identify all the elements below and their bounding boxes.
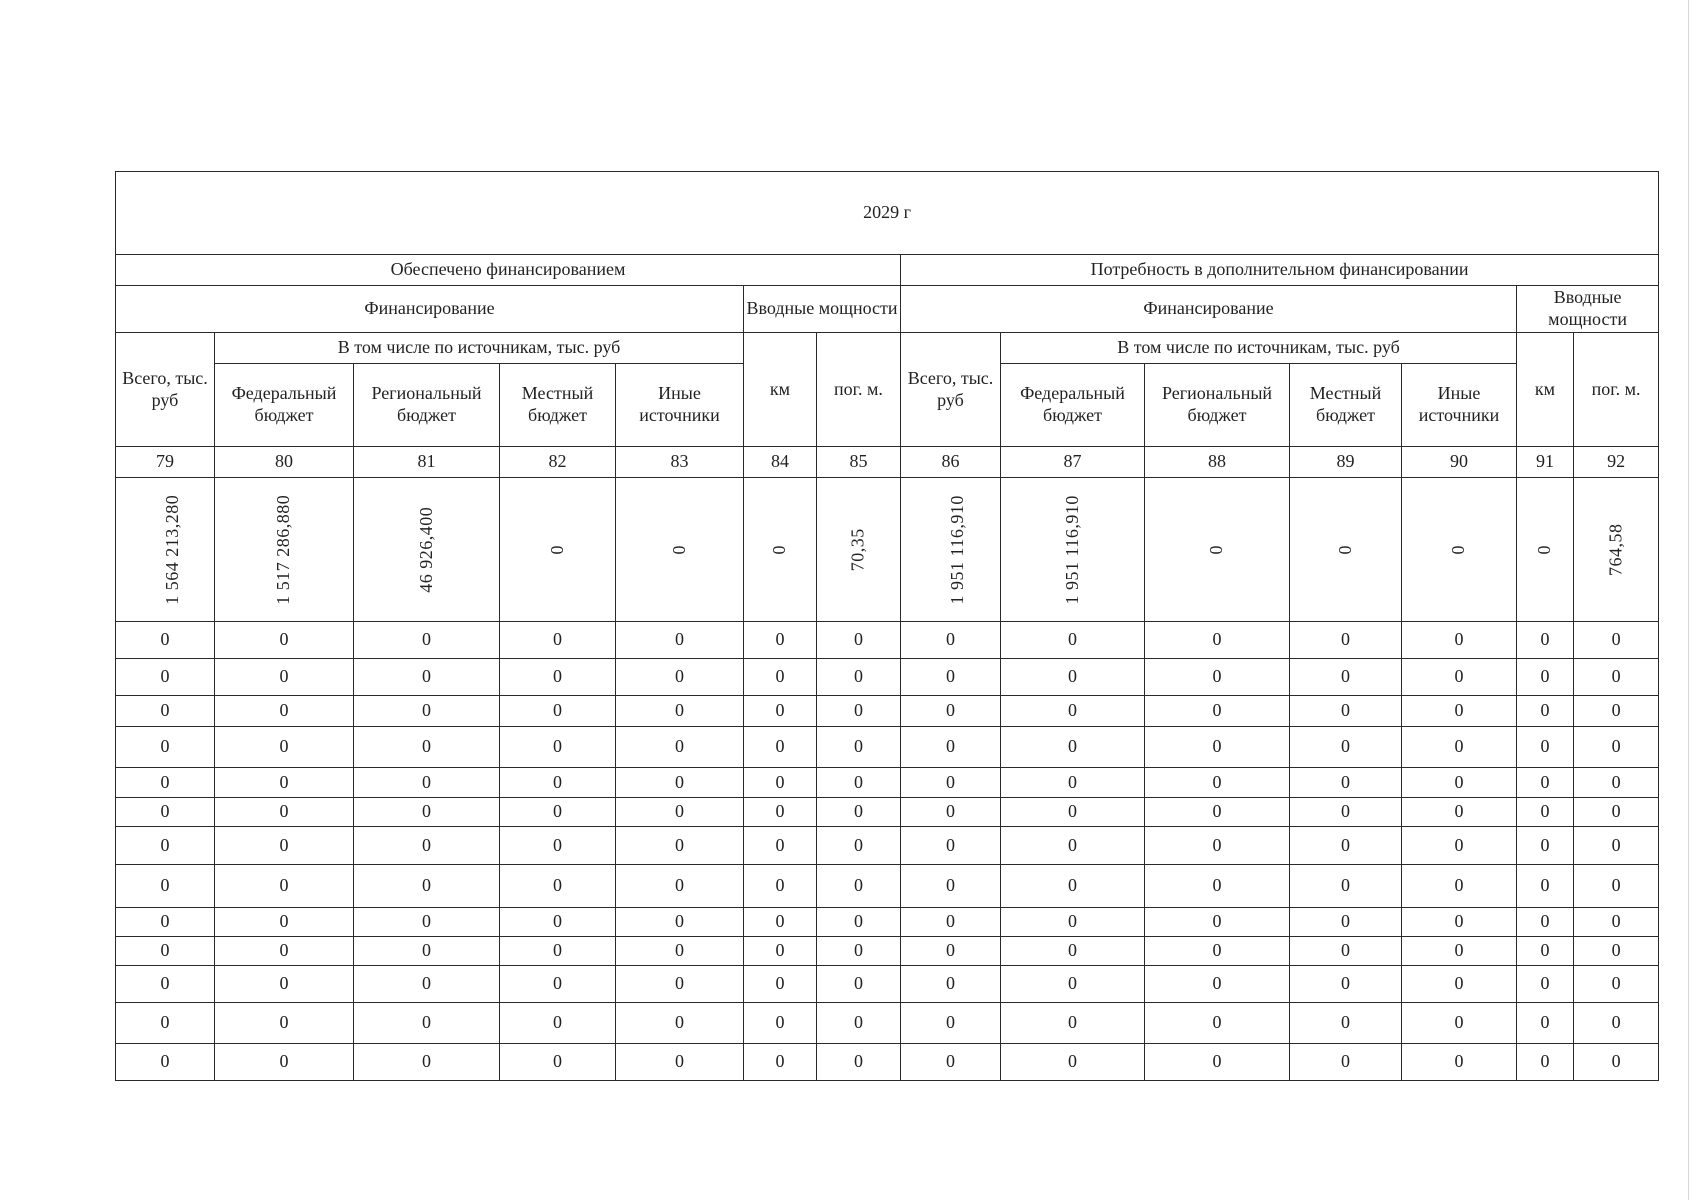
table-cell: 0 (116, 908, 215, 937)
table-cell: 0 (616, 908, 744, 937)
table-cell: 0 (1402, 768, 1517, 798)
table-cell: 0 (817, 1044, 901, 1081)
table-cell: 0 (1402, 937, 1517, 966)
table-row (116, 937, 1659, 966)
table-cell: 0 (1402, 865, 1517, 908)
table-cell: 0 (1402, 727, 1517, 768)
value-text: 0 (769, 544, 790, 555)
sources-header-needed: В том числе по источникам, тыс. руб (1001, 333, 1517, 364)
table-cell: 0 (1290, 937, 1402, 966)
column-number-row (116, 447, 1659, 478)
table-cell: 0 (500, 696, 616, 727)
table-cell: 0 (901, 622, 1001, 659)
table-cell: 0 (1574, 1003, 1659, 1044)
table-cell: 0 (744, 622, 817, 659)
table-cell: 0 (1001, 966, 1145, 1003)
table-cell: 0 (616, 1044, 744, 1081)
table-cell: 0 (500, 908, 616, 937)
table-cell: 0 (1517, 908, 1574, 937)
table-cell: 0 (1145, 827, 1290, 865)
table-cell: 0 (500, 622, 616, 659)
table-cell: 0 (901, 798, 1001, 827)
financing-header-needed: Финансирование (901, 286, 1517, 333)
column-number: 80 (215, 447, 354, 478)
table-cell: 0 (1574, 798, 1659, 827)
table-cell: 0 (1001, 727, 1145, 768)
table-cell: 0 (817, 908, 901, 937)
table-cell: 0 (116, 966, 215, 1003)
table-cell: 0 (1001, 696, 1145, 727)
table-cell: 0 (1517, 827, 1574, 865)
pog-header-provided: пог. м. (817, 333, 901, 447)
table-cell: 0 (901, 659, 1001, 696)
table-cell: 0 (116, 696, 215, 727)
table-cell: 0 (744, 727, 817, 768)
table-cell: 0 (817, 1003, 901, 1044)
table-cell: 0 (901, 768, 1001, 798)
table-cell: 0 (1574, 1044, 1659, 1081)
table-cell: 0 (116, 798, 215, 827)
table-cell: 0 (354, 768, 500, 798)
column-number: 91 (1517, 447, 1574, 478)
km-header-needed: км (1517, 333, 1574, 447)
table-cell: 0 (215, 727, 354, 768)
km-header-provided: км (744, 333, 817, 447)
table-title: 2029 г (116, 172, 1659, 255)
column-number: 86 (901, 447, 1001, 478)
value-cell (1517, 478, 1574, 622)
table-cell: 0 (215, 659, 354, 696)
table-row (116, 768, 1659, 798)
values-row (116, 478, 1659, 622)
table-cell: 0 (215, 966, 354, 1003)
table-cell: 0 (116, 727, 215, 768)
table-cell: 0 (616, 937, 744, 966)
table-cell: 0 (215, 696, 354, 727)
column-number: 88 (1145, 447, 1290, 478)
value-cell (500, 478, 616, 622)
table-cell: 0 (1001, 659, 1145, 696)
column-number: 81 (354, 447, 500, 478)
table-row (116, 622, 1659, 659)
table-cell: 0 (116, 659, 215, 696)
table-cell: 0 (616, 659, 744, 696)
table-cell: 0 (1574, 768, 1659, 798)
table-cell: 0 (1402, 1044, 1517, 1081)
table-cell: 0 (354, 865, 500, 908)
regional-header-needed: Региональный бюджет (1145, 364, 1290, 447)
table-cell: 0 (1517, 966, 1574, 1003)
table-row (116, 659, 1659, 696)
table-cell: 0 (901, 1044, 1001, 1081)
table-cell: 0 (1145, 937, 1290, 966)
value-text: 0 (1448, 544, 1469, 555)
table-cell: 0 (116, 865, 215, 908)
table-cell: 0 (1001, 798, 1145, 827)
table-cell: 0 (354, 727, 500, 768)
table-cell: 0 (817, 865, 901, 908)
table-cell: 0 (1290, 622, 1402, 659)
column-number: 90 (1402, 447, 1517, 478)
table-cell: 0 (116, 1003, 215, 1044)
table-cell: 0 (1001, 865, 1145, 908)
table-cell: 0 (1574, 659, 1659, 696)
section-needed: Потребность в дополнительном финансировании (901, 255, 1659, 286)
table-cell: 0 (1001, 908, 1145, 937)
table-cell: 0 (215, 827, 354, 865)
table-cell: 0 (1402, 798, 1517, 827)
other-header-provided: Иные источники (616, 364, 744, 447)
table-cell: 0 (1145, 1003, 1290, 1044)
table-cell: 0 (1290, 1044, 1402, 1081)
table-cell: 0 (616, 768, 744, 798)
table-cell: 0 (215, 798, 354, 827)
table-cell: 0 (616, 798, 744, 827)
value-cell (817, 478, 901, 622)
table-row (116, 908, 1659, 937)
table-cell: 0 (1402, 966, 1517, 1003)
table-cell: 0 (817, 937, 901, 966)
table-row (116, 696, 1659, 727)
table-cell: 0 (500, 937, 616, 966)
section-provided: Обеспечено финансированием (116, 255, 901, 286)
table-cell: 0 (1001, 827, 1145, 865)
table-cell: 0 (817, 768, 901, 798)
table-cell: 0 (744, 966, 817, 1003)
table-cell: 0 (616, 622, 744, 659)
table-cell: 0 (1517, 696, 1574, 727)
value-text: 0 (1334, 544, 1355, 555)
table-cell: 0 (354, 937, 500, 966)
pog-header-needed: пог. м. (1574, 333, 1659, 447)
value-cell (1145, 478, 1290, 622)
table-cell: 0 (1402, 1003, 1517, 1044)
table-cell: 0 (744, 1003, 817, 1044)
table-cell: 0 (1001, 768, 1145, 798)
table-cell: 0 (354, 798, 500, 827)
table-cell: 0 (1574, 727, 1659, 768)
total-header-provided: Всего, тыс. руб (116, 333, 215, 447)
value-text: 1 951 116,910 (946, 494, 967, 605)
table-cell: 0 (744, 827, 817, 865)
financing-table (115, 171, 1659, 1081)
table-cell: 0 (1574, 908, 1659, 937)
value-text: 0 (668, 544, 689, 555)
table-cell: 0 (354, 827, 500, 865)
table-cell: 0 (500, 798, 616, 827)
table-cell: 0 (1290, 696, 1402, 727)
table-cell: 0 (1290, 827, 1402, 865)
federal-header-provided: Федеральный бюджет (215, 364, 354, 447)
table-cell: 0 (1290, 659, 1402, 696)
capacity-header-provided: Вводные мощности (744, 286, 901, 333)
column-number: 89 (1290, 447, 1402, 478)
table-cell: 0 (354, 659, 500, 696)
regional-header-provided: Региональный бюджет (354, 364, 500, 447)
column-number: 83 (616, 447, 744, 478)
value-cell (1402, 478, 1517, 622)
table-row (116, 827, 1659, 865)
value-text: 70,35 (847, 528, 868, 571)
value-text: 46 926,400 (415, 506, 436, 593)
table-cell: 0 (817, 727, 901, 768)
table-cell: 0 (817, 827, 901, 865)
table-cell: 0 (1574, 937, 1659, 966)
value-text: 764,58 (1605, 523, 1626, 576)
table-cell: 0 (744, 768, 817, 798)
table-cell: 0 (1001, 937, 1145, 966)
table-cell: 0 (1145, 696, 1290, 727)
table-cell: 0 (116, 937, 215, 966)
value-text: 0 (546, 544, 567, 555)
table-cell: 0 (817, 696, 901, 727)
table-cell: 0 (1290, 768, 1402, 798)
column-number: 92 (1574, 447, 1659, 478)
table-cell: 0 (354, 908, 500, 937)
local-header-provided: Местный бюджет (500, 364, 616, 447)
table-cell: 0 (1517, 798, 1574, 827)
table-cell: 0 (744, 696, 817, 727)
table-cell: 0 (215, 622, 354, 659)
table-cell: 0 (354, 1044, 500, 1081)
table-cell: 0 (1402, 622, 1517, 659)
table-cell: 0 (1517, 1044, 1574, 1081)
table-row (116, 1003, 1659, 1044)
table-cell: 0 (354, 1003, 500, 1044)
table-cell: 0 (1145, 1044, 1290, 1081)
table-cell: 0 (1402, 908, 1517, 937)
federal-header-needed: Федеральный бюджет (1001, 364, 1145, 447)
table-cell: 0 (500, 1003, 616, 1044)
table-cell: 0 (817, 798, 901, 827)
table-cell: 0 (901, 827, 1001, 865)
table-cell: 0 (744, 937, 817, 966)
other-header-needed: Иные источники (1402, 364, 1517, 447)
table-cell: 0 (1145, 768, 1290, 798)
table-cell: 0 (1145, 908, 1290, 937)
table-cell: 0 (1290, 727, 1402, 768)
table-cell: 0 (1402, 696, 1517, 727)
table-cell: 0 (901, 1003, 1001, 1044)
table-cell: 0 (500, 727, 616, 768)
column-number: 85 (817, 447, 901, 478)
table-cell: 0 (1517, 727, 1574, 768)
table-cell: 0 (215, 908, 354, 937)
table-cell: 0 (1001, 1003, 1145, 1044)
table-cell: 0 (215, 937, 354, 966)
value-cell (215, 478, 354, 622)
table-cell: 0 (616, 966, 744, 1003)
value-text: 0 (1206, 544, 1227, 555)
table-cell: 0 (116, 622, 215, 659)
table-cell: 0 (1290, 1003, 1402, 1044)
table-cell: 0 (1290, 865, 1402, 908)
table-cell: 0 (817, 659, 901, 696)
table-cell: 0 (1517, 865, 1574, 908)
table-cell: 0 (901, 727, 1001, 768)
table-cell: 0 (116, 1044, 215, 1081)
table-row (116, 966, 1659, 1003)
local-header-needed: Местный бюджет (1290, 364, 1402, 447)
value-text: 1 517 286,880 (273, 494, 294, 605)
table-cell: 0 (901, 908, 1001, 937)
table-cell: 0 (744, 798, 817, 827)
table-row (116, 798, 1659, 827)
table-cell: 0 (215, 865, 354, 908)
table-cell: 0 (1145, 798, 1290, 827)
table-cell: 0 (1402, 827, 1517, 865)
table-cell: 0 (616, 865, 744, 908)
capacity-header-needed: Вводные мощности (1517, 286, 1659, 333)
table-cell: 0 (354, 696, 500, 727)
table-cell: 0 (1145, 865, 1290, 908)
table-cell: 0 (116, 827, 215, 865)
table-cell: 0 (744, 908, 817, 937)
value-text: 1 564 213,280 (162, 494, 183, 605)
financing-header-provided: Финансирование (116, 286, 744, 333)
sources-header-provided: В том числе по источникам, тыс. руб (215, 333, 744, 364)
table-cell: 0 (1001, 622, 1145, 659)
value-text: 0 (1534, 544, 1555, 555)
table-cell: 0 (1574, 827, 1659, 865)
table-cell: 0 (1290, 908, 1402, 937)
page-edge (1688, 0, 1689, 1200)
table-cell: 0 (1001, 1044, 1145, 1081)
table-cell: 0 (817, 966, 901, 1003)
table-row (116, 727, 1659, 768)
table-cell: 0 (354, 966, 500, 1003)
table-cell: 0 (616, 1003, 744, 1044)
table-cell: 0 (901, 865, 1001, 908)
table-cell: 0 (901, 937, 1001, 966)
table-cell: 0 (1145, 659, 1290, 696)
table-cell: 0 (500, 1044, 616, 1081)
table-cell: 0 (354, 622, 500, 659)
table-cell: 0 (616, 727, 744, 768)
value-cell (744, 478, 817, 622)
column-number: 82 (500, 447, 616, 478)
table-cell: 0 (500, 827, 616, 865)
table-cell: 0 (215, 768, 354, 798)
value-cell (1001, 478, 1145, 622)
table-cell: 0 (1517, 937, 1574, 966)
table-cell: 0 (1574, 622, 1659, 659)
value-cell (116, 478, 215, 622)
table-cell: 0 (1517, 622, 1574, 659)
table-cell: 0 (1574, 696, 1659, 727)
table-row (116, 1044, 1659, 1081)
table-cell: 0 (901, 966, 1001, 1003)
column-number: 79 (116, 447, 215, 478)
total-header-needed: Всего, тыс. руб (901, 333, 1001, 447)
table-cell: 0 (744, 865, 817, 908)
table-cell: 0 (215, 1003, 354, 1044)
table-cell: 0 (500, 966, 616, 1003)
value-cell (354, 478, 500, 622)
value-cell (901, 478, 1001, 622)
table-cell: 0 (616, 827, 744, 865)
table-cell: 0 (744, 659, 817, 696)
table-cell: 0 (1402, 659, 1517, 696)
table-cell: 0 (1290, 798, 1402, 827)
table-cell: 0 (901, 696, 1001, 727)
table-cell: 0 (500, 659, 616, 696)
table-cell: 0 (1574, 966, 1659, 1003)
table-cell: 0 (215, 1044, 354, 1081)
table-cell: 0 (1517, 1003, 1574, 1044)
value-cell (1290, 478, 1402, 622)
column-number: 87 (1001, 447, 1145, 478)
table-cell: 0 (1517, 768, 1574, 798)
table-cell: 0 (116, 768, 215, 798)
table-cell: 0 (744, 1044, 817, 1081)
table-cell: 0 (1145, 622, 1290, 659)
column-number: 84 (744, 447, 817, 478)
value-cell (1574, 478, 1659, 622)
value-cell (616, 478, 744, 622)
table-cell: 0 (1145, 966, 1290, 1003)
table-cell: 0 (1145, 727, 1290, 768)
table-cell: 0 (1517, 659, 1574, 696)
table-cell: 0 (1290, 966, 1402, 1003)
table-cell: 0 (500, 768, 616, 798)
table-row (116, 865, 1659, 908)
value-text: 1 951 116,910 (1061, 494, 1082, 605)
table-cell: 0 (1574, 865, 1659, 908)
table-cell: 0 (500, 865, 616, 908)
table-cell: 0 (616, 696, 744, 727)
table-cell: 0 (817, 622, 901, 659)
